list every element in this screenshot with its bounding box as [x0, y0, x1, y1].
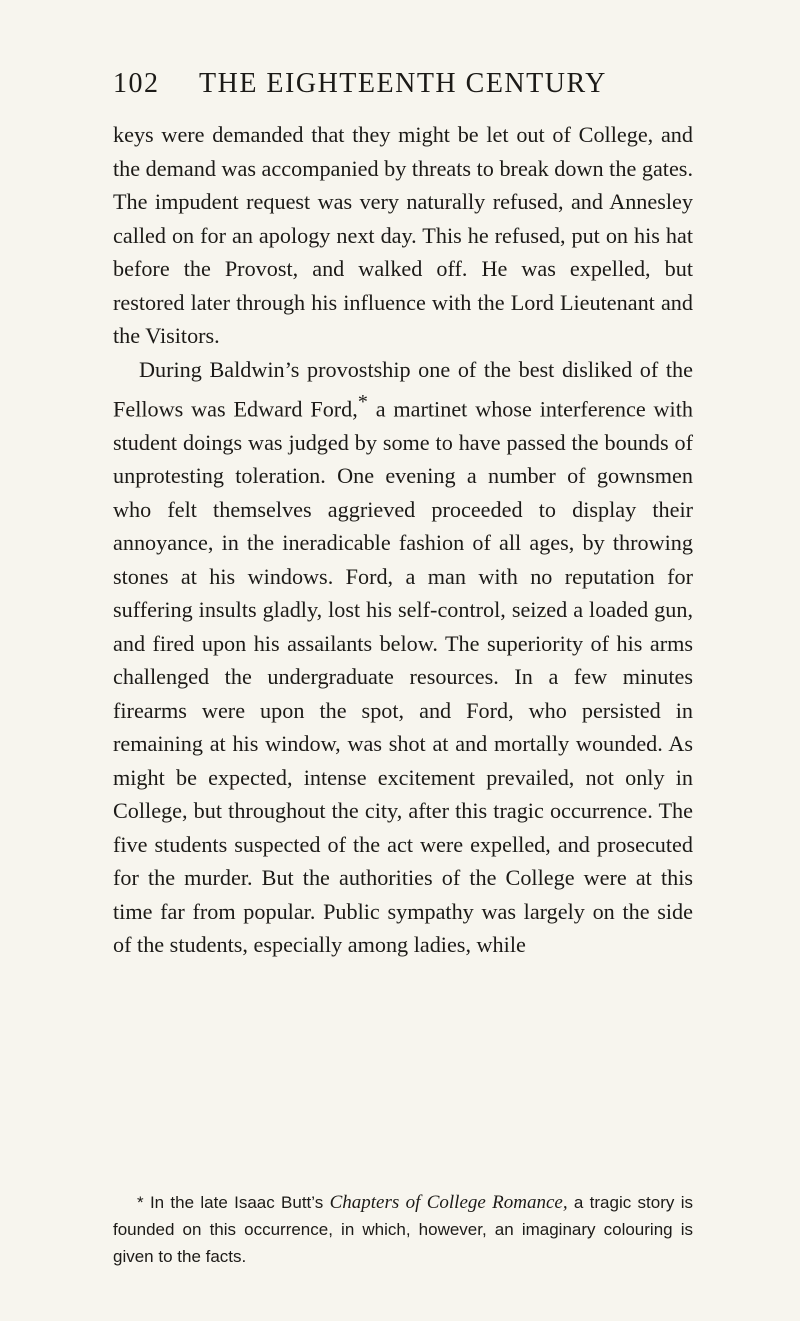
- footnote-marker: *: [137, 1193, 144, 1212]
- page-number: 102: [113, 68, 160, 99]
- running-head: [113, 64, 688, 104]
- paragraph-2-start: During Baldwin’s provostship one of the best disliked of the Fellows was Edward Ford,: [113, 356, 693, 422]
- footnote-reference: *: [357, 391, 368, 413]
- main-text: [113, 118, 693, 962]
- paragraph-2: [113, 353, 693, 962]
- footnote-text-start: In the late Isaac Butt’s: [143, 1193, 330, 1212]
- running-title: THE EIGHTEENTH CENTURY: [199, 68, 607, 99]
- footnote: [113, 1189, 693, 1270]
- paragraph-2-rest: a martinet whose interference with student doings was judged by some to have passed the bounds of unprotesting toleration. One evening a number of gownsmen who felt themselves aggrieved proceeded to display their annoyance, in the ineradicable fashion of all ages, by throwing stones at his windows. Ford, a man with no reputation for suffering insults gladly, lost his self-control, seized a loaded gun, and fired upon his assailants below. The superiority of his arms challenged the undergraduate resources. In a few minutes firearms were upon the spot, and Ford, who persisted in remaining at his window, was shot at and mortally wounded. As might be expected, intense excitement prevailed, not only in College, but throughout the city, after this tragic occurrence. The five students suspected of the act were expelled, and prosecuted for the murder. But the authorities of the College were at this time far from popular. Public sympathy was largely on the side of the students, especially among ladies, while: [113, 396, 693, 958]
- footnote-text-end: a tragic story is founded on this occurrence, in which, however, an imaginary colouring is given to the facts.: [113, 1193, 693, 1266]
- paragraph-1: keys were demanded that they might be let out of College, and the demand was accompanied by threats to break down the gates. The impudent request was very naturally refused, and Annesley called on for an apology next day. This he refused, put on his hat before the Provost, and walked off. He was expelled, but restored later through his influence with the Lord Lieutenant and the Visitors.: [113, 122, 693, 348]
- footnote-book-title: Chapters of College Romance,: [329, 1192, 568, 1213]
